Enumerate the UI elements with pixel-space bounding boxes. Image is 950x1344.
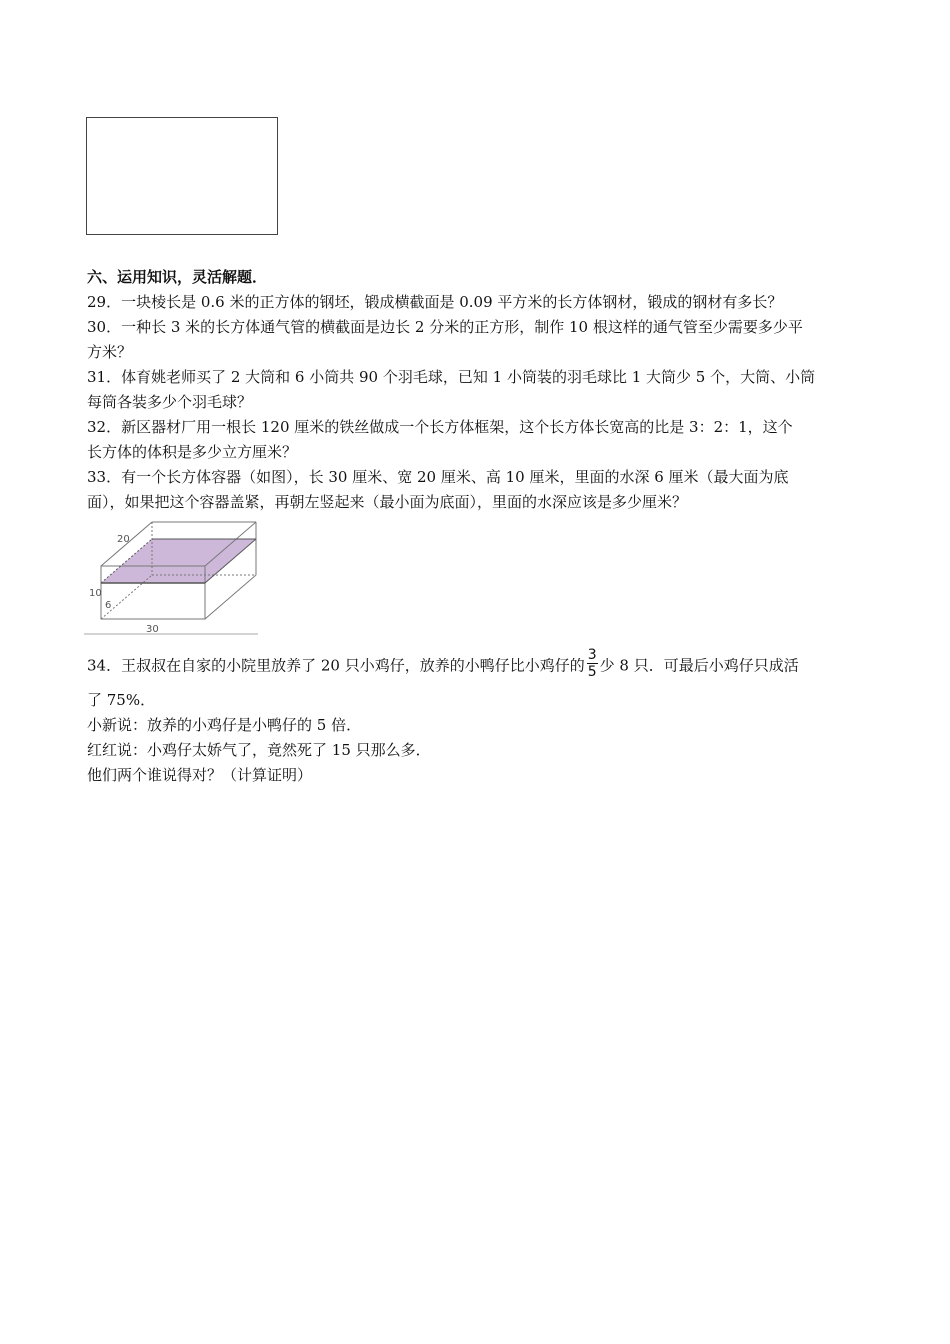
question-32-line2: 长方体的体积是多少立方厘米？: [87, 443, 298, 461]
fraction-numerator: 3: [587, 647, 597, 663]
question-34-line2: 了 75%．: [87, 691, 156, 709]
fraction-three-fifths: [587, 647, 598, 680]
label-height: 10: [89, 588, 102, 599]
question-29: 29．一块棱长是 0.6 米的正方体的钢坯，锻成横截面是 0.09 平方米的长方体钢材，锻成的钢材有多长？: [87, 293, 783, 311]
question-33-line2: 面），如果把这个容器盖紧，再朝左竖起来（最小面为底面），里面的水深应该是多少厘米？: [87, 493, 688, 511]
question-34-text-b: 少 8 只．可最后小鸡仔只成活: [599, 656, 799, 675]
question-30-line1: 30．一种长 3 米的长方体通气管的横截面是边长 2 分米的正方形，制作 10 根这样的通气管至少需要多少平: [87, 318, 803, 336]
question-31-line1: 31．体育姚老师买了 2 大筒和 6 小筒共 90 个羽毛球，已知 1 小筒装的羽毛球比 1 大筒少 5 个，大筒、小筒: [87, 368, 816, 386]
question-31-line2: 每筒各装多少个羽毛球？: [87, 393, 253, 411]
question-34-text-a: 34．王叔叔在自家的小院里放养了 20 只小鸡仔，放养的小鸭仔比小鸡仔的: [87, 656, 585, 675]
fraction-denominator: 5: [587, 664, 597, 680]
question-34-line1: [87, 647, 799, 683]
question-30-line2: 方米？: [87, 343, 133, 361]
label-width: 20: [117, 534, 130, 545]
label-length: 30: [146, 624, 159, 635]
question-33-line1: 33．有一个长方体容器（如图），长 30 厘米、宽 20 厘米、高 10 厘米，里面的水深 6 厘米（最大面为底: [87, 468, 789, 486]
question-34-line4: 红红说：小鸡仔太娇气了，竟然死了 15 只那么多．: [87, 741, 431, 759]
question-34-line5: 他们两个谁说得对？（计算证明）: [87, 766, 313, 784]
label-water-depth: 6: [105, 600, 112, 611]
cuboid-container-figure: [84, 516, 258, 636]
question-32-line1: 32．新区器材厂用一根长 120 厘米的铁丝做成一个长方体框架，这个长方体长宽高的比是 3：2：1，这个: [87, 418, 793, 436]
section-heading: 六、运用知识，灵活解题．: [87, 268, 268, 286]
blank-image-placeholder: [86, 117, 278, 235]
question-34-line3: 小新说：放养的小鸡仔是小鸭仔的 5 倍．: [87, 716, 362, 734]
